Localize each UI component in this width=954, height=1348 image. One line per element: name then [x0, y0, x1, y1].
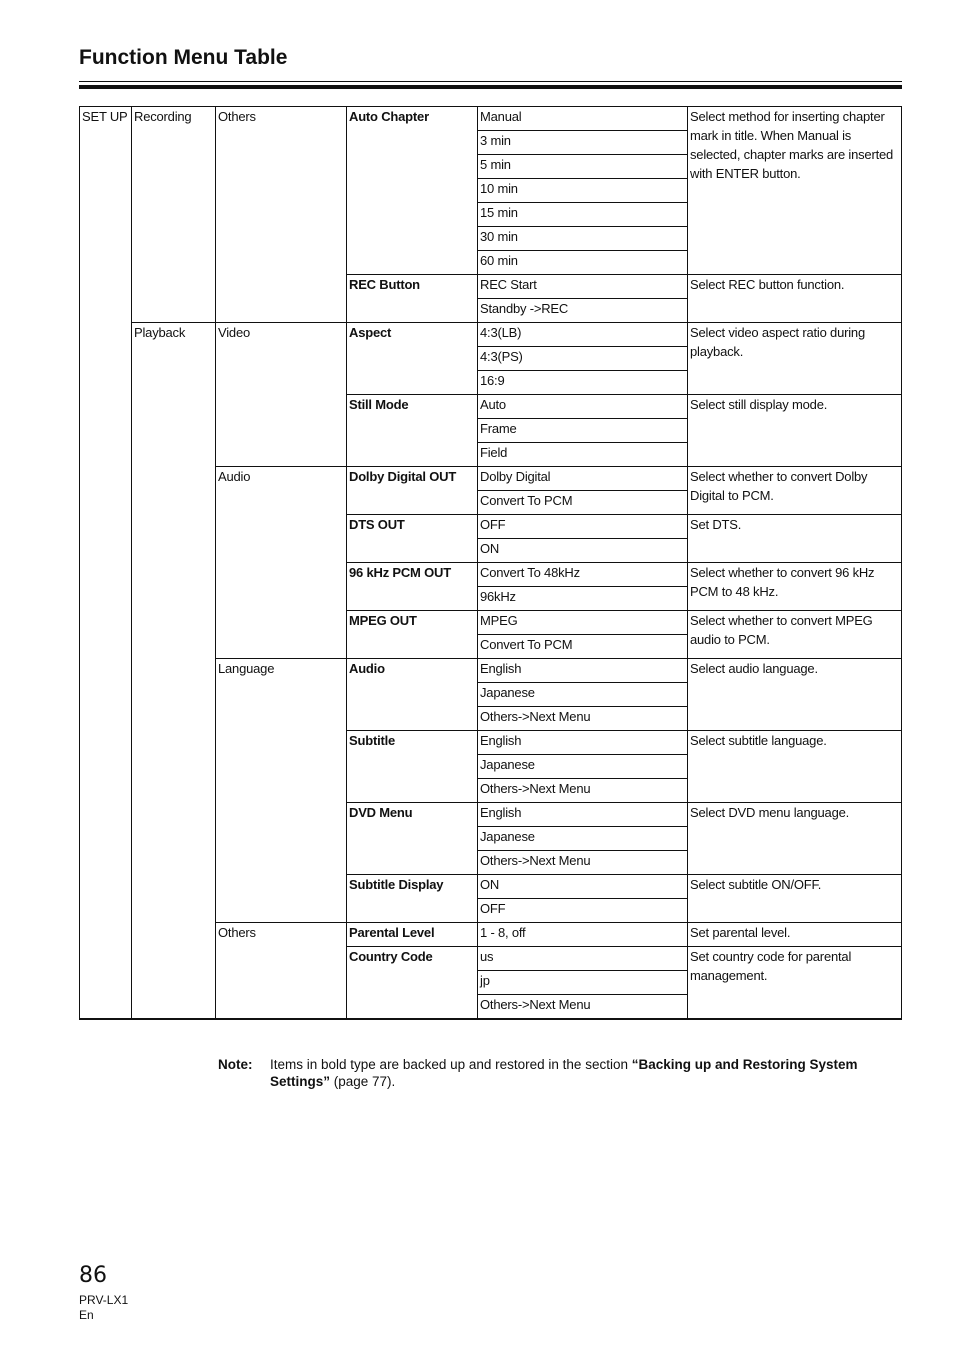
- option-cell: 4:3(LB): [478, 323, 688, 347]
- setting-96khz-pcm-out: 96 kHz PCM OUT: [347, 563, 478, 611]
- footer-model: PRV-LX1: [79, 1293, 129, 1307]
- description-parental-level: Set parental level.: [688, 923, 902, 947]
- option-cell: 1 - 8, off: [478, 923, 688, 947]
- setting-dolby-digital-out: Dolby Digital OUT: [347, 467, 478, 515]
- note-text: [270, 1056, 880, 1090]
- description-still-mode: Select still display mode.: [688, 395, 902, 467]
- description-mpeg-out: Select whether to convert MPEG audio to PCM.: [688, 611, 902, 659]
- page-title: Function Menu Table: [79, 46, 288, 69]
- option-cell: Japanese: [478, 755, 688, 779]
- description-dolby-digital-out: Select whether to convert Dolby Digital to PCM.: [688, 467, 902, 515]
- option-cell: Frame: [478, 419, 688, 443]
- setting-rec-button: REC Button: [347, 275, 478, 323]
- setting-dts-out: DTS OUT: [347, 515, 478, 563]
- description-auto-chapter: Select method for inserting chapter mark in title. When Manual is selected, chapter marks are inserted with ENTER button.: [688, 107, 902, 275]
- group-language: Language: [216, 659, 347, 923]
- option-cell: Japanese: [478, 827, 688, 851]
- option-cell: MPEG: [478, 611, 688, 635]
- option-cell: Dolby Digital: [478, 467, 688, 491]
- setting-still-mode: Still Mode: [347, 395, 478, 467]
- setting-aspect: Aspect: [347, 323, 478, 395]
- category-playback: Playback: [132, 323, 216, 1020]
- option-cell: Manual: [478, 107, 688, 131]
- option-cell: Field: [478, 443, 688, 467]
- group-video: Video: [216, 323, 347, 467]
- option-cell: REC Start: [478, 275, 688, 299]
- description-dvd-menu: Select DVD menu language.: [688, 803, 902, 875]
- option-cell: Others->Next Menu: [478, 995, 688, 1020]
- category-recording: Recording: [132, 107, 216, 323]
- option-cell: English: [478, 803, 688, 827]
- option-cell: Others->Next Menu: [478, 779, 688, 803]
- option-cell: Convert To PCM: [478, 635, 688, 659]
- option-cell: OFF: [478, 515, 688, 539]
- title-rule-thin: [79, 81, 902, 82]
- note-text-before: Items in bold type are backed up and restored in the section: [270, 1057, 632, 1072]
- option-cell: 96kHz: [478, 587, 688, 611]
- table-row: [80, 107, 902, 131]
- description-96khz-pcm-out: Select whether to convert 96 kHz PCM to 48 kHz.: [688, 563, 902, 611]
- option-cell: Standby ->REC: [478, 299, 688, 323]
- option-cell: us: [478, 947, 688, 971]
- description-dts-out: Set DTS.: [688, 515, 902, 563]
- setting-country-code: Country Code: [347, 947, 478, 1020]
- page-number: 86: [79, 1263, 107, 1288]
- table-row: [80, 323, 902, 347]
- note-section-title: “Backing up and Restoring System Settings”: [270, 1057, 858, 1089]
- option-cell: ON: [478, 875, 688, 899]
- option-cell: ON: [478, 539, 688, 563]
- description-rec-button: Select REC button function.: [688, 275, 902, 323]
- option-cell: 16:9: [478, 371, 688, 395]
- option-cell: 3 min: [478, 131, 688, 155]
- setting-parental-level: Parental Level: [347, 923, 478, 947]
- setting-subtitle-display: Subtitle Display: [347, 875, 478, 923]
- note-label: Note:: [218, 1057, 253, 1072]
- function-menu-table: [79, 106, 902, 1020]
- option-cell: 60 min: [478, 251, 688, 275]
- option-cell: OFF: [478, 899, 688, 923]
- group-audio: Audio: [216, 467, 347, 659]
- option-cell: Others->Next Menu: [478, 851, 688, 875]
- option-cell: Japanese: [478, 683, 688, 707]
- option-cell: Auto: [478, 395, 688, 419]
- description-audio-language: Select audio language.: [688, 659, 902, 731]
- description-subtitle-display: Select subtitle ON/OFF.: [688, 875, 902, 923]
- option-cell: 4:3(PS): [478, 347, 688, 371]
- description-country-code: Set country code for parental management.: [688, 947, 902, 1020]
- title-rule-thick: [79, 85, 902, 89]
- option-cell: English: [478, 659, 688, 683]
- setting-audio-language: Audio: [347, 659, 478, 731]
- option-cell: 10 min: [478, 179, 688, 203]
- note-text-after: (page 77).: [330, 1074, 396, 1089]
- option-cell: English: [478, 731, 688, 755]
- setting-auto-chapter: Auto Chapter: [347, 107, 478, 275]
- option-cell: Convert To 48kHz: [478, 563, 688, 587]
- group-recording-others: Others: [216, 107, 347, 323]
- menu-level-setup: SET UP: [80, 107, 132, 1020]
- option-cell: 15 min: [478, 203, 688, 227]
- description-aspect: Select video aspect ratio during playback.: [688, 323, 902, 395]
- option-cell: Convert To PCM: [478, 491, 688, 515]
- option-cell: jp: [478, 971, 688, 995]
- option-cell: Others->Next Menu: [478, 707, 688, 731]
- option-cell: 5 min: [478, 155, 688, 179]
- setting-dvd-menu: DVD Menu: [347, 803, 478, 875]
- group-playback-others: Others: [216, 923, 347, 1020]
- setting-subtitle: Subtitle: [347, 731, 478, 803]
- footer-language: En: [79, 1308, 94, 1322]
- description-subtitle: Select subtitle language.: [688, 731, 902, 803]
- option-cell: 30 min: [478, 227, 688, 251]
- setting-mpeg-out: MPEG OUT: [347, 611, 478, 659]
